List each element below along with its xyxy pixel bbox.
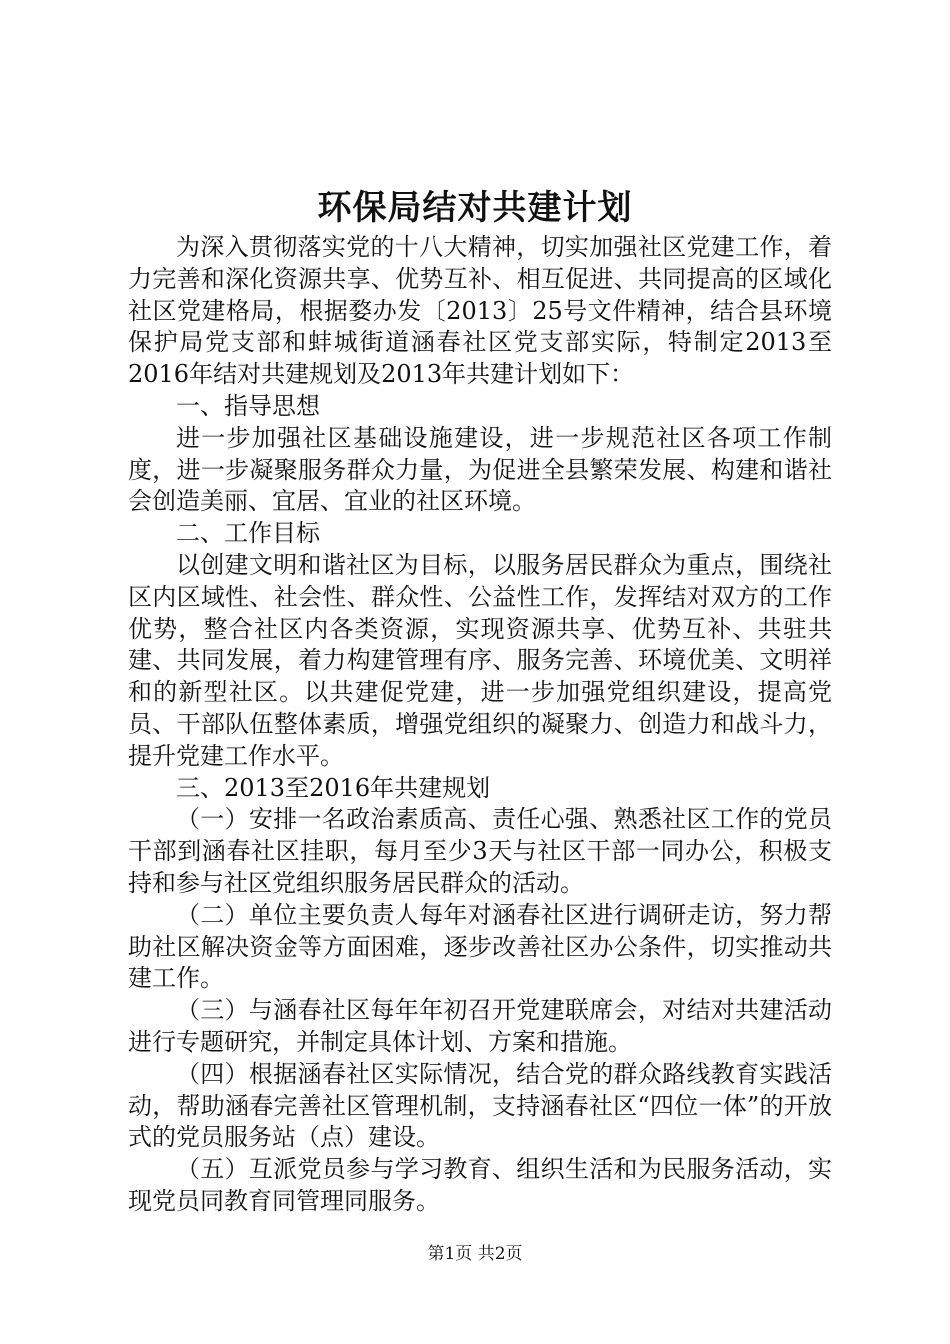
plan-item-2: （二）单位主要负责人每年对涵春社区进行调研走访，努力帮助社区解决资金等方面困难，逐步改善社区办公条件，切实推动共建工作。: [128, 900, 832, 993]
document-body: [128, 232, 832, 1218]
section-heading-guiding-ideology: 一、指导思想: [176, 391, 320, 420]
section-heading-work-goals: 二、工作目标: [176, 519, 320, 548]
plan-item-5: （五）互派党员参与学习教育、组织生活和为民服务活动，实现党员同教育同管理同服务。: [128, 1155, 832, 1215]
section-heading-plan: 三、2013至2016年共建规划: [176, 773, 491, 802]
page-indicator: 第1页 共2页: [427, 1244, 523, 1264]
paragraph-work-goals: 以创建文明和谐社区为目标，以服务居民群众为重点，围绕社区内区域性、社会性、群众性、公益性工作，发挥结对双方的工作优势，整合社区内各类资源，实现资源共享、优势互补、共驻共建、共同发展，着力构建管理有序、服务完善、环境优美、文明祥和的新型社区。以共建促党建，进一步加强党组织建设，提高党员、干部队伍整体素质，增强党组织的凝聚力、创造力和战斗力，提升党建工作水平。: [128, 550, 832, 770]
paragraph-guiding-ideology: 进一步加强社区基础设施建设，进一步规范社区各项工作制度，进一步凝聚服务群众力量，为促进全县繁荣发展、构建和谐社会创造美丽、宜居、宜业的社区环境。: [128, 423, 832, 516]
plan-item-3: （三）与涵春社区每年年初召开党建联席会，对结对共建活动进行专题研究，并制定具体计划、方案和措施。: [128, 996, 832, 1056]
plan-item-1: （一）安排一名政治素质高、责任心强、熟悉社区工作的党员干部到涵春社区挂职，每月至少3天与社区干部一同办公，积极支持和参与社区党组织服务居民群众的活动。: [128, 805, 832, 897]
plan-item-4: （四）根据涵春社区实际情况，结合党的群众路线教育实践活动，帮助涵春完善社区管理机制，支持涵春社区“四位一体”的开放式的党员服务站（点）建设。: [128, 1059, 832, 1152]
document-title: 环保局结对共建计划: [317, 188, 633, 228]
paragraph-intro: 为深入贯彻落实党的十八大精神，切实加强社区党建工作，着力完善和深化资源共享、优势互补、相互促进、共同提高的区域化社区党建格局，根据婺办发〔2013〕25号文件精神，结合县环境保护局党支部和蚌城街道涵春社区党支部实际，特制定2013至2016年结对共建规划及2013年共建计划如下：: [128, 233, 832, 389]
